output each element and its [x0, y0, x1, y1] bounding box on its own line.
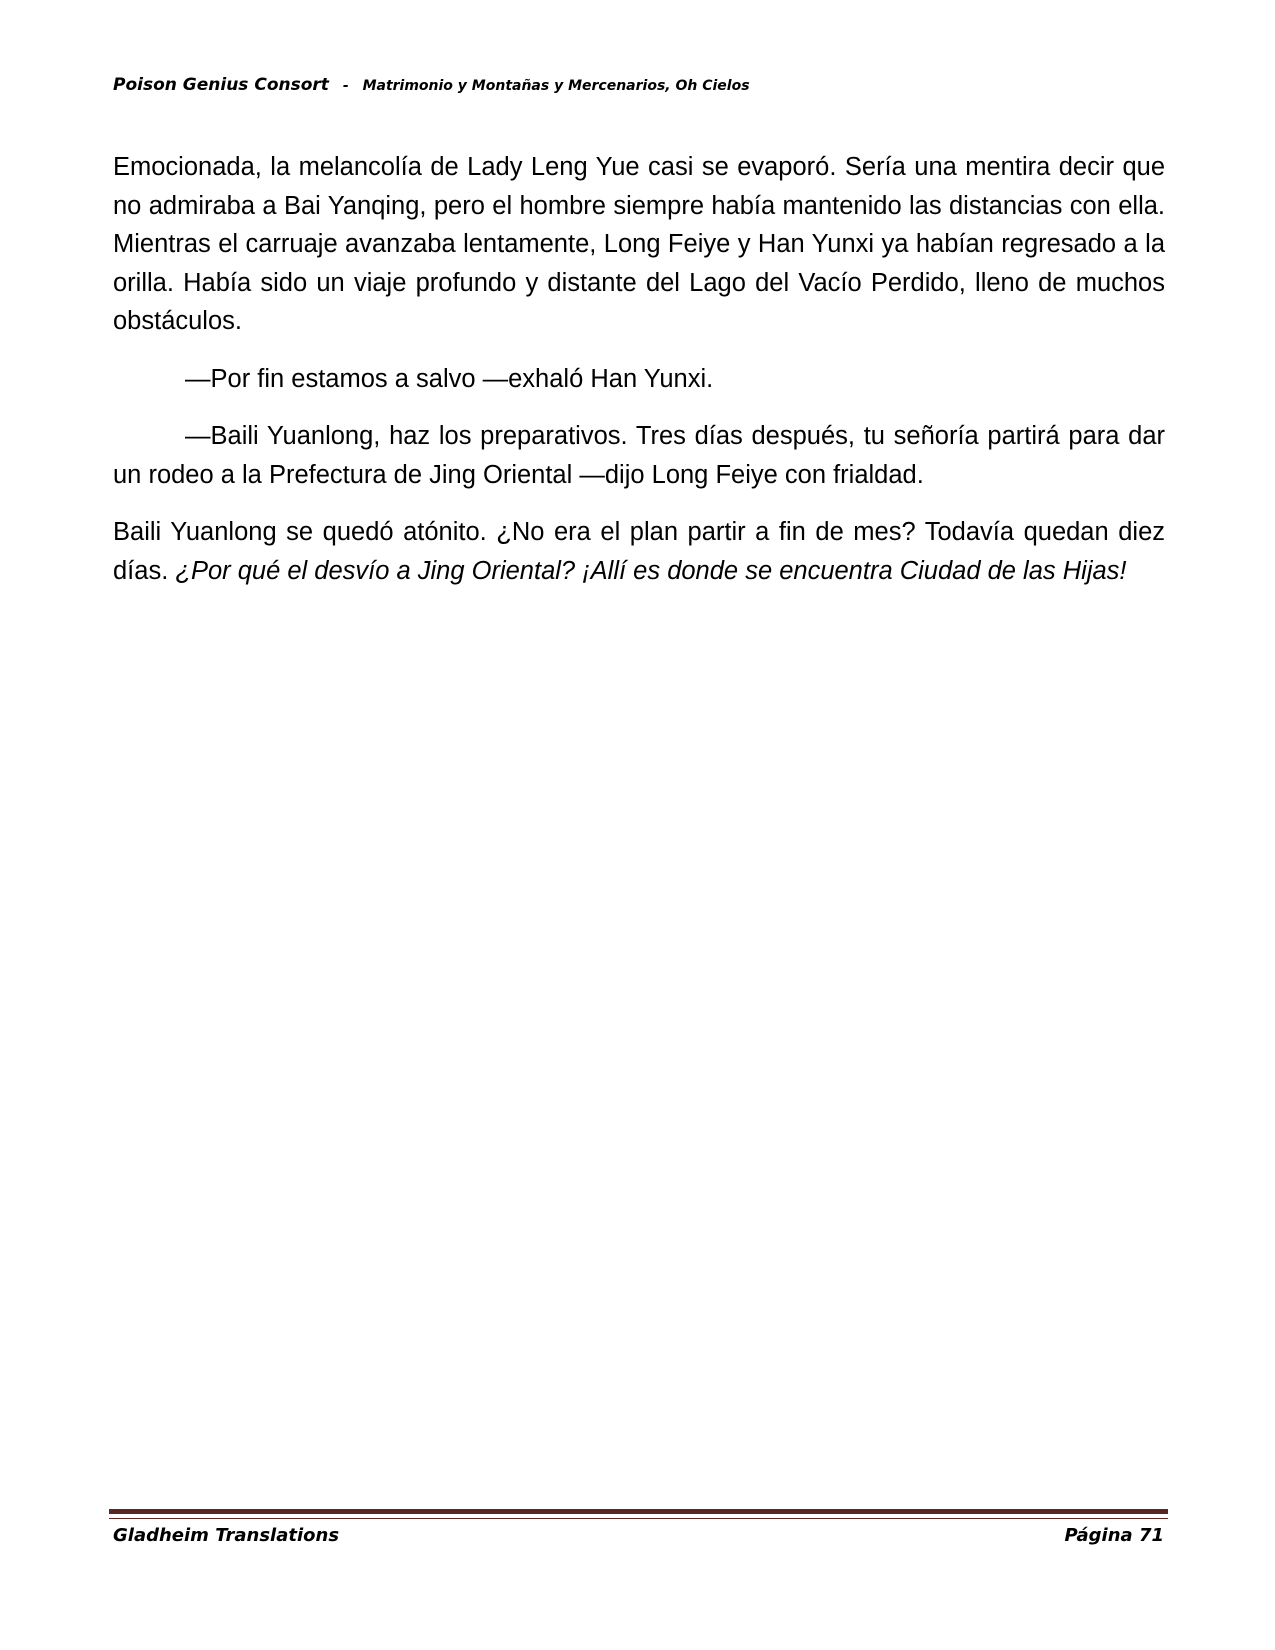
footer-rule-thin [109, 1518, 1168, 1519]
footer-publisher: Gladheim Translations [113, 1525, 340, 1546]
paragraph-1: Emocionada, la melancolía de Lady Leng Yue casi se evaporó. Sería una mentira decir que no admiraba a Bai Yanqing, pero el hombre siempre había mantenido las distancias con ella. Mientras el carruaje avanzaba lentamente, Long Feiye y Han Yunxi ya habían regresado a la orilla. Había sido un viaje profundo y distante del Lago del Vacío Perdido, lleno de muchos obstáculos. [113, 153, 1165, 335]
chapter-subtitle: Matrimonio y Montañas y Mercenarios, Oh Cielos [362, 78, 750, 94]
book-title: Poison Genius Consort [113, 75, 329, 95]
page-body [113, 148, 1165, 609]
footer-page-number: Página 71 [1064, 1525, 1164, 1546]
paragraph-2: —Por fin estamos a salvo —exhaló Han Yunxi. [185, 364, 714, 393]
running-header [113, 75, 750, 95]
footer-rule-thick [109, 1509, 1168, 1514]
paragraph-3: —Baili Yuanlong, haz los preparativos. Tres días después, tu señoría partirá para dar un rodeo a la Prefectura de Jing Oriental —dijo Long Feiye con frialdad. [113, 422, 1165, 489]
paragraph-4-italic-thought: ¿Por qué el desvío a Jing Oriental? ¡Allí es donde se encuentra Ciudad de las Hijas! [175, 556, 1127, 585]
paragraph-4 [113, 513, 1165, 590]
paragraph-4-text: Baili Yuanlong se quedó atónito. ¿No era el plan partir a fin de mes? Todavía quedan diez días. [113, 518, 1165, 585]
header-separator: - [342, 78, 349, 94]
